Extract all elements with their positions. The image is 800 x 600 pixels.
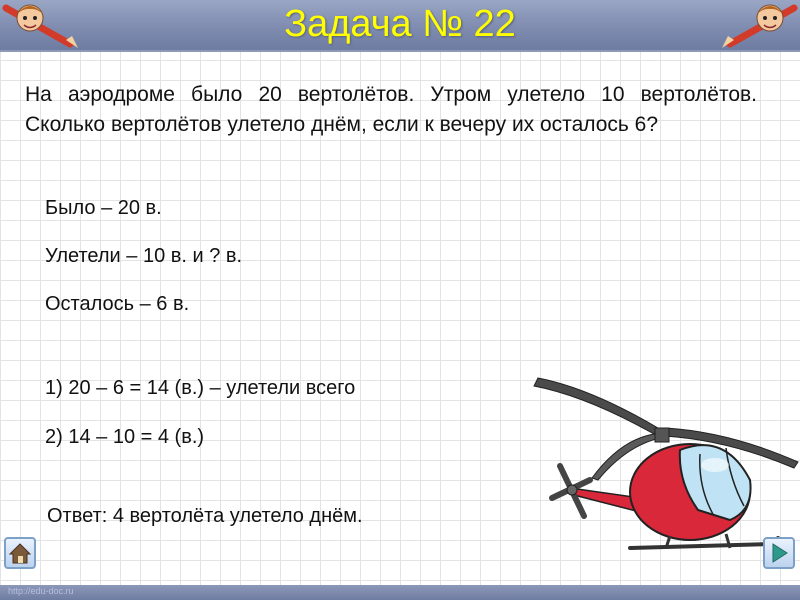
boy-with-pencil-icon (720, 0, 800, 50)
helicopter-illustration (530, 370, 800, 560)
header-bar (0, 0, 800, 52)
problem-text: На аэродроме было 20 вертолётов. Утром улетело 10 вертолётов. Сколько вертолётов улетело днём, если к вечеру их осталось 6? (25, 83, 757, 136)
home-icon (6, 539, 34, 567)
home-button[interactable] (4, 537, 36, 569)
solution-step-2: 2) 14 – 10 = 4 (в.) (45, 426, 205, 448)
answer-text: Ответ: 4 вертолёта улетело днём. (47, 505, 363, 527)
solution-step-1: 1) 20 – 6 = 14 (в.) – улетели всего (45, 377, 356, 399)
condition-line-remaining: Осталось – 6 в. (45, 293, 190, 315)
footer-bar (0, 585, 800, 600)
arrow-right-icon (765, 539, 793, 567)
footer-link[interactable]: http://edu-doc.ru (8, 586, 74, 596)
page-title: Задача № 22 (284, 3, 516, 45)
condition-line-flew-away: Улетели – 10 в. и ? в. (45, 245, 243, 267)
next-slide-button[interactable] (763, 537, 795, 569)
condition-line-total: Было – 20 в. (45, 197, 162, 219)
